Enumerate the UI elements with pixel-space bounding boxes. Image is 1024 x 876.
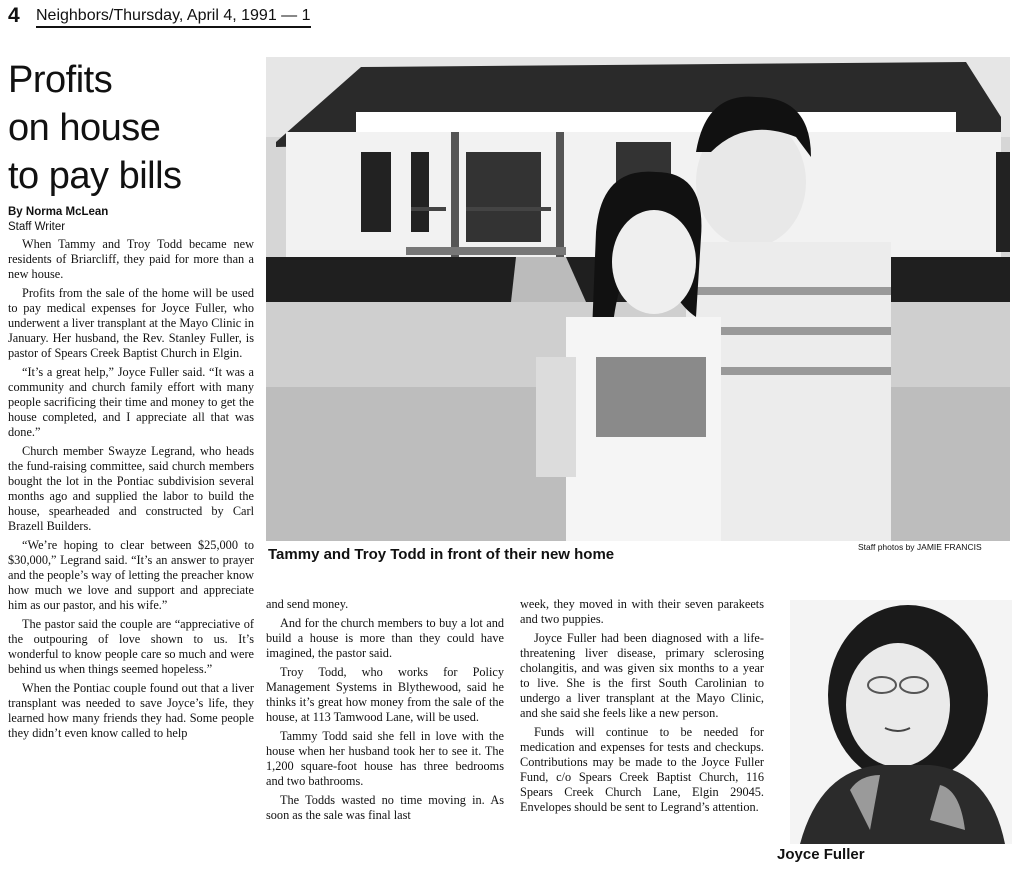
portrait-caption: Joyce Fuller xyxy=(777,846,865,863)
paragraph: Tammy Todd said she fell in love with the house when her husband took her to see it. The 1,200 square-foot house has three bedrooms and two bathrooms. xyxy=(266,729,504,788)
joyce-fuller-portrait xyxy=(790,600,1012,844)
photo-caption: Tammy and Troy Todd in front of their new home xyxy=(268,546,615,563)
paragraph: Troy Todd, who works for Policy Management Systems in Blythewood, said he thinks it’s great how money from the sale of the house, at 113 Tamwood Lane, will be used. xyxy=(266,665,504,724)
paragraph: Funds will continue to be needed for medication and expenses for tests and checkups. Contributions may be made to the Joyce Fuller Fund, c/o Spears Creek Baptist Church, 116 Spears Creek Church Lane, Elgin 29045. Envelopes should be sent to Legrand’s attention. xyxy=(520,725,764,814)
paragraph: “We’re hoping to clear between $25,000 to $30,000,” Legrand said. “It’s an answer to prayer and the people’s way of letting the preacher know how much we love and support and appreciate him as our pastor, and his wife.” xyxy=(8,538,254,612)
paragraph: week, they moved in with their seven parakeets and two puppies. xyxy=(520,597,764,626)
paragraph: When Tammy and Troy Todd became new residents of Briarcliff, they paid for more than a new house. xyxy=(8,237,254,281)
house-photo-illustration xyxy=(266,57,1010,541)
photo-credit: Staff photos by JAMIE FRANCIS xyxy=(858,542,982,552)
byline-title: Staff Writer xyxy=(8,221,66,233)
page-number: 4 xyxy=(8,4,20,27)
couple-house-photo xyxy=(266,57,1010,541)
paragraph: Profits from the sale of the home will be used to pay medical expenses for Joyce Fuller, who underwent a liver transplant at the Mayo Clinic in January. Her husband, the Rev. Stanley Fuller, is pastor of Spears Creek Baptist Church in Elgin. xyxy=(8,286,254,360)
paragraph: When the Pontiac couple found out that a liver transplant was needed to save Joyce’s life, they learned how many friends they had. Some people they didn’t even know called to help xyxy=(8,681,254,740)
byline: By Norma McLean xyxy=(8,206,109,218)
section-dateline: Neighbors/Thursday, April 4, 1991 — 1 xyxy=(36,7,311,28)
paragraph: The Todds wasted no time moving in. As soon as the sale was final last xyxy=(266,793,504,822)
headline-line: to pay bills xyxy=(8,155,182,197)
paragraph: “It’s a great help,” Joyce Fuller said. “It was a community and church family effort with many people sacrificing their time and money to get the house completed, and I appreciate all that was done.” xyxy=(8,365,254,439)
paragraph: Joyce Fuller had been diagnosed with a life-threatening liver disease, primary sclerosing cholangitis, and was given six months to a year to live. She is the first South Carolinian to undergo a liver transplant at the Mayo Clinic, and she said she feels like a new person. xyxy=(520,631,764,720)
paragraph: The pastor said the couple are “appreciative of the outpouring of love shown to us. It’s wonderful to know people care so much and were behind us when things seemed hopeless.” xyxy=(8,617,254,676)
portrait-illustration xyxy=(790,600,1012,844)
article-column-3 xyxy=(520,597,764,819)
article-column-1 xyxy=(8,237,254,745)
headline-line: Profits xyxy=(8,59,113,101)
paragraph: And for the church members to buy a lot and build a house is more than they could have imagined, the pastor said. xyxy=(266,616,504,660)
paragraph: and send money. xyxy=(266,597,349,611)
article-column-2 xyxy=(266,597,504,827)
headline xyxy=(8,56,263,200)
paragraph: Church member Swayze Legrand, who heads the fund-raising committee, said church members bought the lot in the Pontiac subdivision several months ago and supplied the labor to build the house, spearheaded and constructed by Carl Brazell Builders. xyxy=(8,444,254,533)
headline-line: on house xyxy=(8,107,161,149)
